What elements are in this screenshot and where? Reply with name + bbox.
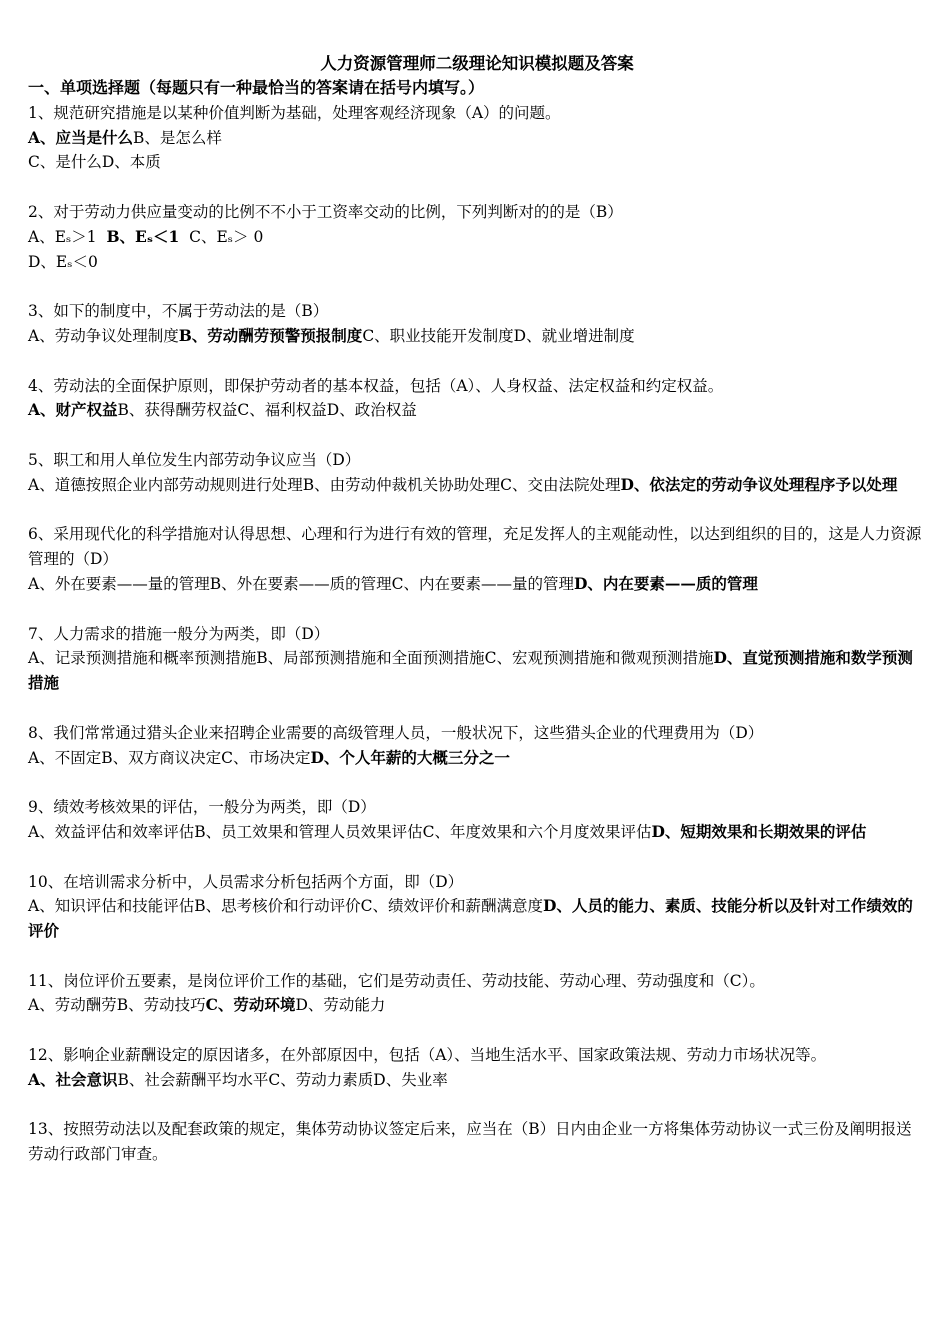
correct-answer: D、直觉预测措施和数学预测措施 — [28, 648, 913, 693]
question-block — [28, 870, 926, 944]
correct-answer: D、内在要素——质的管理 — [573, 573, 758, 593]
text-segment: B、获得酬劳权益C、福利权益D、政治权益 — [117, 401, 417, 420]
text-segment: 13、按照劳动法以及配套政策的规定，集体劳动协议签定后来，应当在（B）日内由企业一方将集体劳动协议一式三份及阐明报送劳动行政部门审查。 — [28, 1120, 912, 1164]
question-block — [28, 299, 926, 349]
correct-answer: C、劳动环境 — [205, 995, 296, 1015]
text-segment: A、知识评估和技能评估B、思考核价和行动评价C、绩效评价和薪酬满意度 — [28, 897, 543, 916]
text-segment: A、效益评估和效率评估B、员工效果和管理人员效果评估C、年度效果和六个月度效果评估 — [28, 822, 652, 841]
question-block — [28, 200, 926, 274]
correct-answer: D、个人年薪的大概三分之一 — [310, 747, 510, 767]
document-page — [28, 52, 926, 1192]
correct-answer: D、依法定的劳动争议处理程序予以处理 — [620, 474, 898, 494]
question-block — [28, 374, 926, 424]
answer-options — [28, 324, 926, 349]
text-segment: A、不固定B、双方商议决定C、市场决定 — [28, 748, 311, 767]
answer-options — [28, 473, 926, 498]
text-segment: 1、规范研究措施是以某种价值判断为基础，处理客观经济现象（A）的问题。 — [28, 103, 561, 122]
correct-answer: A、社会意识 — [28, 1069, 118, 1089]
text-segment: 6、采用现代化的科学措施对认得思想、心理和行为进行有效的管理，充足发挥人的主观能动性，以达到组织的目的，这是人力资源管理的（D） — [28, 525, 922, 569]
text-segment: 3、如下的制度中，不属于劳动法的是（B） — [28, 302, 329, 321]
text-segment: 8、我们常常通过猎头企业来招聘企业需要的高级管理人员，一般状况下，这些猎头企业的代理费用为（D） — [28, 723, 764, 742]
text-segment: 5、职工和用人单位发生内部劳动争议应当（D） — [28, 450, 361, 469]
question-block — [28, 969, 926, 1019]
text-segment: A、Eₛ＞1 — [28, 227, 107, 246]
question-text — [28, 870, 926, 895]
text-segment: A、记录预测措施和概率预测措施B、局部预测措施和全面预测措施C、宏观预测措施和微观预测措施 — [28, 649, 714, 668]
text-segment: C、Eₛ＞ 0 — [179, 227, 264, 246]
question-text — [28, 448, 926, 473]
question-text — [28, 1043, 926, 1068]
text-segment: 2、对于劳动力供应量变动的比例不不小于工资率交动的比例，下列判断对的的是（B） — [28, 202, 623, 221]
answer-options — [28, 746, 926, 771]
text-segment: 11、岗位评价五要素，是岗位评价工作的基础，它们是劳动责任、劳动技能、劳动心理、劳动强度和（C）。 — [28, 971, 765, 990]
question-text — [28, 299, 926, 324]
answer-options — [28, 572, 926, 597]
text-segment: D、劳动能力 — [295, 996, 386, 1015]
answer-options — [28, 993, 926, 1018]
correct-answer: A、财产权益 — [28, 400, 118, 420]
correct-answer: B、Eₛ＜1 — [106, 226, 180, 246]
question-text — [28, 969, 926, 994]
correct-answer: B、劳动酬劳预警预报制度 — [178, 325, 363, 345]
question-text — [28, 1117, 926, 1167]
answer-options — [28, 646, 926, 696]
question-text — [28, 374, 926, 399]
correct-answer: D、短期效果和长期效果的评估 — [651, 821, 867, 841]
document-title: 人力资源管理师二级理论知识模拟题及答案 — [320, 54, 634, 73]
question-block — [28, 622, 926, 696]
text-segment: 12、影响企业薪酬设定的原因诸多，在外部原因中，包括（A）、当地生活水平、国家政策法规、劳动力市场状况等。 — [28, 1046, 827, 1065]
question-block — [28, 101, 926, 175]
answer-options — [28, 398, 926, 423]
text-segment: A、外在要素——量的管理B、外在要素——质的管理C、内在要素——量的管理 — [28, 574, 574, 593]
text-segment: 9、绩效考核效果的评估，一般分为两类，即（D） — [28, 798, 376, 817]
question-block — [28, 721, 926, 771]
text-segment: 7、人力需求的措施一般分为两类，即（D） — [28, 624, 330, 643]
text-segment: C、职业技能开发制度D、就业增进制度 — [362, 326, 635, 345]
answer-options — [28, 894, 926, 944]
answer-options — [28, 126, 926, 151]
question-text — [28, 795, 926, 820]
question-block — [28, 1117, 926, 1167]
question-block — [28, 795, 926, 845]
question-block — [28, 1043, 926, 1093]
section-heading: 一、单项选择题（每题只有一种最恰当的答案请在括号内填写。） — [28, 78, 485, 97]
text-segment: B、社会薪酬平均水平C、劳动力素质D、失业率 — [117, 1070, 448, 1089]
question-text — [28, 522, 926, 572]
text-segment: C、是什么D、本质 — [28, 153, 161, 172]
text-segment: A、劳动争议处理制度 — [28, 326, 179, 345]
answer-options — [28, 1068, 926, 1093]
text-segment: 4、劳动法的全面保护原则，即保护劳动者的基本权益，包括（A）、人身权益、法定权益和约定权益。 — [28, 376, 724, 395]
text-segment: A、道德按照企业内部劳动规则进行处理B、由劳动仲裁机关协助处理C、交由法院处理 — [28, 475, 621, 494]
text-segment: D、Eₛ＜0 — [28, 252, 98, 271]
question-text — [28, 200, 926, 225]
question-block — [28, 522, 926, 596]
text-segment: B、是怎么样 — [133, 128, 222, 147]
text-segment: 10、在培训需求分析中，人员需求分析包括两个方面，即（D） — [28, 872, 464, 891]
question-text — [28, 721, 926, 746]
answer-options — [28, 225, 926, 250]
correct-answer: A、应当是什么 — [28, 127, 134, 147]
correct-answer: D、人员的能力、素质、技能分析以及针对工作绩效的评价 — [28, 896, 913, 941]
question-list — [28, 101, 926, 1167]
question-text — [28, 101, 926, 126]
question-block — [28, 448, 926, 498]
answer-options — [28, 150, 926, 175]
answer-options — [28, 250, 926, 275]
question-text — [28, 622, 926, 647]
text-segment: A、劳动酬劳B、劳动技巧 — [28, 996, 206, 1015]
answer-options — [28, 820, 926, 845]
